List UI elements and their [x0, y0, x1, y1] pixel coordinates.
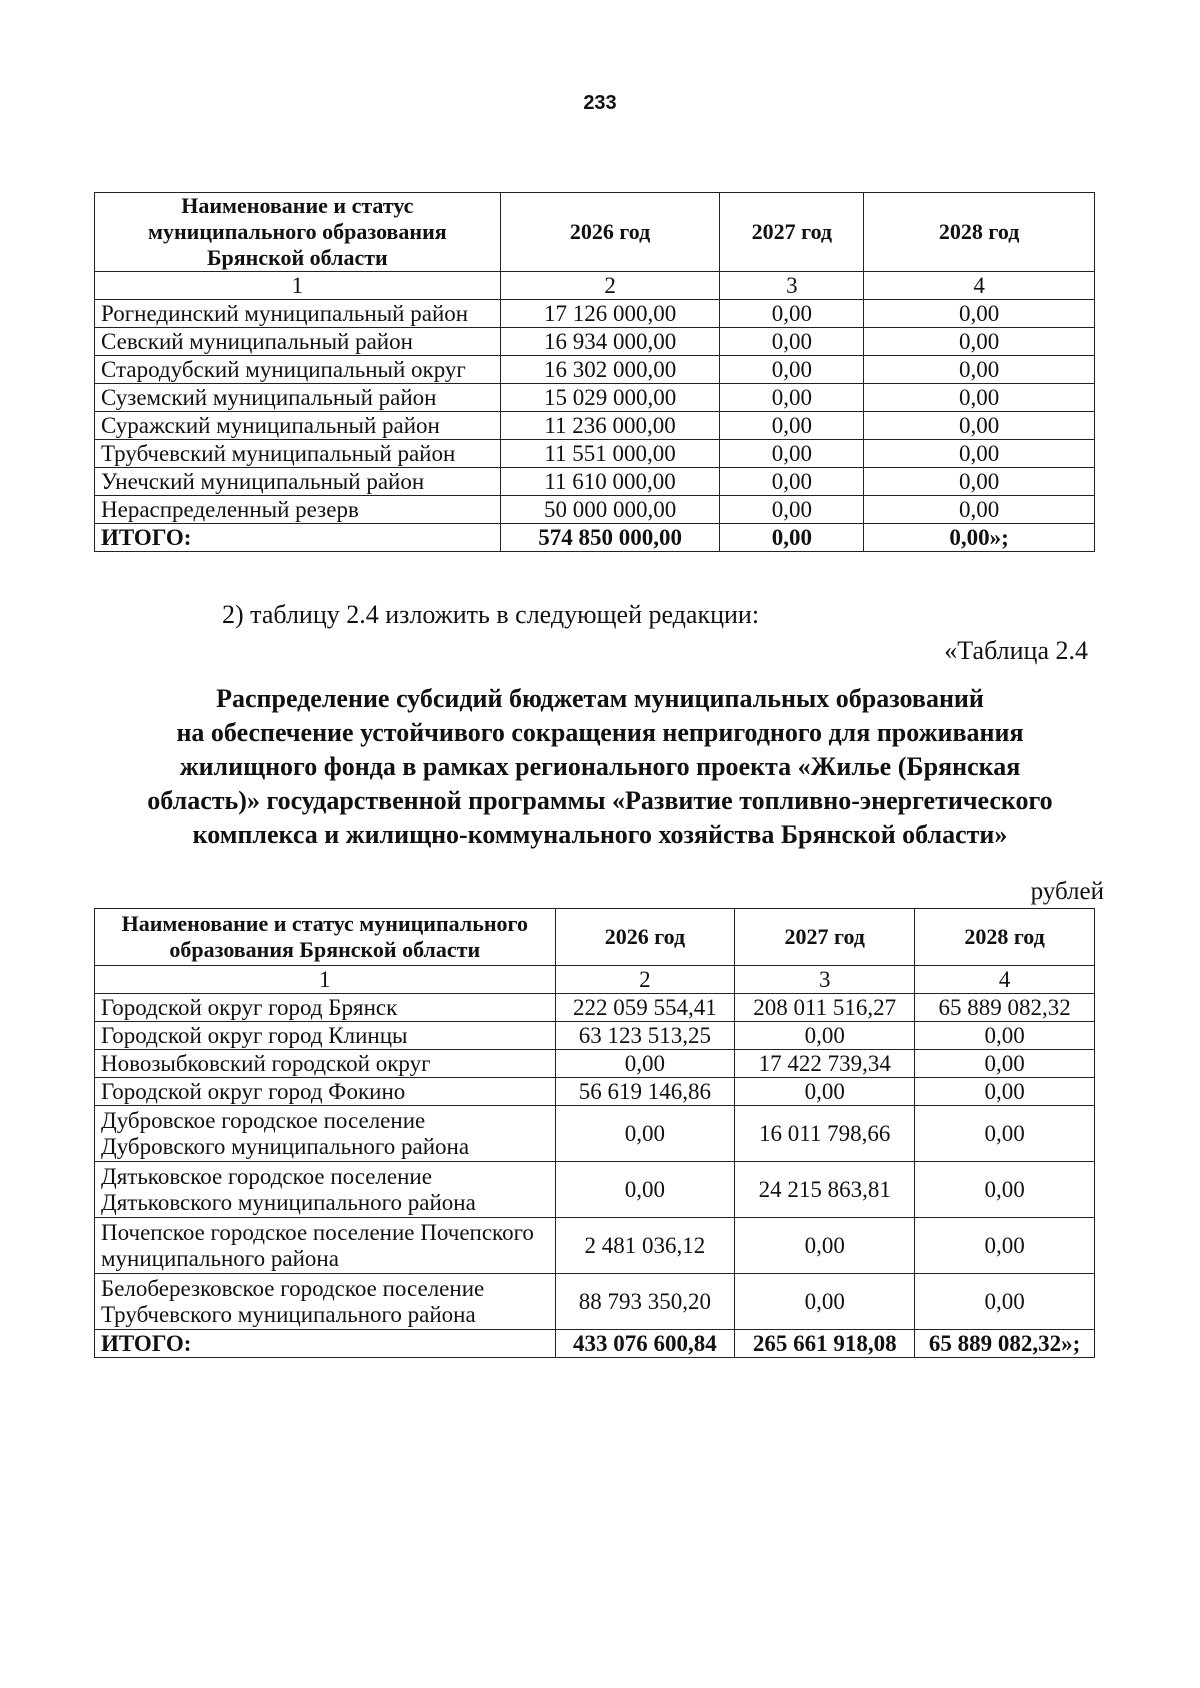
- column-number: 3: [735, 966, 915, 994]
- table-row: [95, 300, 1095, 328]
- total-2027: 0,00: [720, 524, 864, 552]
- total-label: ИТОГО:: [95, 524, 501, 552]
- table-row: [95, 1106, 1095, 1162]
- value-2027: 0,00: [720, 300, 864, 328]
- value-2026: 2 481 036,12: [555, 1218, 735, 1274]
- value-2028: 0,00: [915, 1162, 1095, 1218]
- heading-line: жилищного фонда в рамках регионального проекта «Жилье (Брянская: [179, 752, 1021, 781]
- table-label: «Таблица 2.4: [944, 636, 1088, 665]
- value-2026: 16 934 000,00: [500, 328, 720, 356]
- value-2026: 11 551 000,00: [500, 440, 720, 468]
- value-2026: 11 610 000,00: [500, 468, 720, 496]
- value-2026: 17 126 000,00: [500, 300, 720, 328]
- value-2028: 0,00: [915, 1050, 1095, 1078]
- table-row: [95, 994, 1095, 1022]
- municipality-name: Городской округ город Фокино: [95, 1078, 556, 1106]
- municipality-name: Городской округ город Клинцы: [95, 1022, 556, 1050]
- column-number-row: [95, 272, 1095, 300]
- heading-line: Распределение субсидий бюджетам муниципальных образований: [216, 684, 984, 713]
- value-2027: 0,00: [720, 468, 864, 496]
- municipality-name: Городской округ город Брянск: [95, 994, 556, 1022]
- municipality-name: Трубчевский муниципальный район: [95, 440, 501, 468]
- total-2027: 265 661 918,08: [735, 1330, 915, 1358]
- municipality-name: Почепское городское поселение Почепского муниципального района: [95, 1218, 556, 1274]
- table-row: [95, 412, 1095, 440]
- total-2028: 0,00»;: [864, 524, 1095, 552]
- value-2028: 65 889 082,32: [915, 994, 1095, 1022]
- table-row: [95, 1218, 1095, 1274]
- heading-line: область)» государственной программы «Развитие топливно-энергетического: [147, 786, 1053, 815]
- value-2028: 0,00: [864, 300, 1095, 328]
- value-2026: 63 123 513,25: [555, 1022, 735, 1050]
- value-2027: 24 215 863,81: [735, 1162, 915, 1218]
- value-2027: 0,00: [735, 1274, 915, 1330]
- column-number: 4: [864, 272, 1095, 300]
- heading-line: на обеспечение устойчивого сокращения непригодного для проживания: [176, 718, 1024, 747]
- amendment-paragraph: 2) таблицу 2.4 изложить в следующей редакции:: [222, 600, 760, 629]
- value-2027: 0,00: [720, 440, 864, 468]
- subsidy-distribution-table: [94, 908, 1095, 1358]
- value-2028: 0,00: [864, 496, 1095, 524]
- value-2026: 15 029 000,00: [500, 384, 720, 412]
- value-2027: 16 011 798,66: [735, 1106, 915, 1162]
- value-2027: 0,00: [720, 328, 864, 356]
- table-row: [95, 384, 1095, 412]
- total-2028: 65 889 082,32»;: [915, 1330, 1095, 1358]
- table-header-row: [95, 909, 1095, 966]
- value-2028: 0,00: [864, 440, 1095, 468]
- table-row: [95, 1274, 1095, 1330]
- table-row: [95, 1162, 1095, 1218]
- table-row: [95, 1050, 1095, 1078]
- page-number: 233: [583, 92, 617, 114]
- table-heading: [80, 682, 1120, 852]
- column-number: 4: [915, 966, 1095, 994]
- total-2026: 574 850 000,00: [500, 524, 720, 552]
- total-label: ИТОГО:: [95, 1330, 556, 1358]
- heading-line: комплекса и жилищно-коммунального хозяйства Брянской области»: [192, 820, 1008, 849]
- table-row: [95, 496, 1095, 524]
- table-row: [95, 440, 1095, 468]
- municipality-name: Рогнединский муниципальный район: [95, 300, 501, 328]
- value-2026: 16 302 000,00: [500, 356, 720, 384]
- value-2026: 11 236 000,00: [500, 412, 720, 440]
- column-header-2028: 2028 год: [864, 193, 1095, 272]
- total-row: [95, 524, 1095, 552]
- table-header-row: [95, 193, 1095, 272]
- value-2026: 56 619 146,86: [555, 1078, 735, 1106]
- value-2027: 17 422 739,34: [735, 1050, 915, 1078]
- municipality-name: Суражский муниципальный район: [95, 412, 501, 440]
- column-number: 2: [500, 272, 720, 300]
- municipality-name: Нераспределенный резерв: [95, 496, 501, 524]
- table-row: [95, 468, 1095, 496]
- value-2026: 0,00: [555, 1106, 735, 1162]
- municipality-name: Стародубский муниципальный округ: [95, 356, 501, 384]
- column-number: 1: [95, 966, 556, 994]
- value-2028: 0,00: [915, 1106, 1095, 1162]
- value-2027: 0,00: [720, 496, 864, 524]
- value-2028: 0,00: [915, 1274, 1095, 1330]
- table-row: [95, 356, 1095, 384]
- distribution-table-continued: [94, 192, 1095, 552]
- municipality-name: Дубровское городское поселение Дубровского муниципального района: [95, 1106, 556, 1162]
- municipality-name: Унечский муниципальный район: [95, 468, 501, 496]
- currency-unit: рублей: [1030, 878, 1104, 905]
- value-2028: 0,00: [864, 328, 1095, 356]
- table-row: [95, 1078, 1095, 1106]
- table-row: [95, 1022, 1095, 1050]
- value-2026: 88 793 350,20: [555, 1274, 735, 1330]
- column-header-name: Наименование и статус муниципального образования Брянской области: [95, 909, 556, 966]
- total-row: [95, 1330, 1095, 1358]
- column-number: 3: [720, 272, 864, 300]
- total-2026: 433 076 600,84: [555, 1330, 735, 1358]
- value-2027: 0,00: [735, 1218, 915, 1274]
- column-header-2027: 2027 год: [735, 909, 915, 966]
- value-2027: 0,00: [720, 356, 864, 384]
- municipality-name: Севский муниципальный район: [95, 328, 501, 356]
- municipality-name: Новозыбковский городской округ: [95, 1050, 556, 1078]
- column-number: 1: [95, 272, 501, 300]
- value-2028: 0,00: [864, 468, 1095, 496]
- value-2026: 0,00: [555, 1162, 735, 1218]
- column-header-2026: 2026 год: [555, 909, 735, 966]
- value-2026: 50 000 000,00: [500, 496, 720, 524]
- value-2028: 0,00: [915, 1078, 1095, 1106]
- column-number-row: [95, 966, 1095, 994]
- value-2027: 0,00: [720, 412, 864, 440]
- value-2026: 0,00: [555, 1050, 735, 1078]
- table-row: [95, 328, 1095, 356]
- municipality-name: Дятьковское городское поселение Дятьковского муниципального района: [95, 1162, 556, 1218]
- municipality-name: Белоберезковское городское поселение Трубчевского муниципального района: [95, 1274, 556, 1330]
- value-2027: 208 011 516,27: [735, 994, 915, 1022]
- value-2027: 0,00: [735, 1022, 915, 1050]
- column-header-name: Наименование и статус муниципального образования Брянской области: [95, 193, 501, 272]
- column-header-2026: 2026 год: [500, 193, 720, 272]
- value-2027: 0,00: [720, 384, 864, 412]
- column-header-2027: 2027 год: [720, 193, 864, 272]
- value-2026: 222 059 554,41: [555, 994, 735, 1022]
- value-2027: 0,00: [735, 1078, 915, 1106]
- column-number: 2: [555, 966, 735, 994]
- value-2028: 0,00: [864, 356, 1095, 384]
- value-2028: 0,00: [864, 412, 1095, 440]
- value-2028: 0,00: [915, 1218, 1095, 1274]
- municipality-name: Суземский муниципальный район: [95, 384, 501, 412]
- value-2028: 0,00: [915, 1022, 1095, 1050]
- value-2028: 0,00: [864, 384, 1095, 412]
- column-header-2028: 2028 год: [915, 909, 1095, 966]
